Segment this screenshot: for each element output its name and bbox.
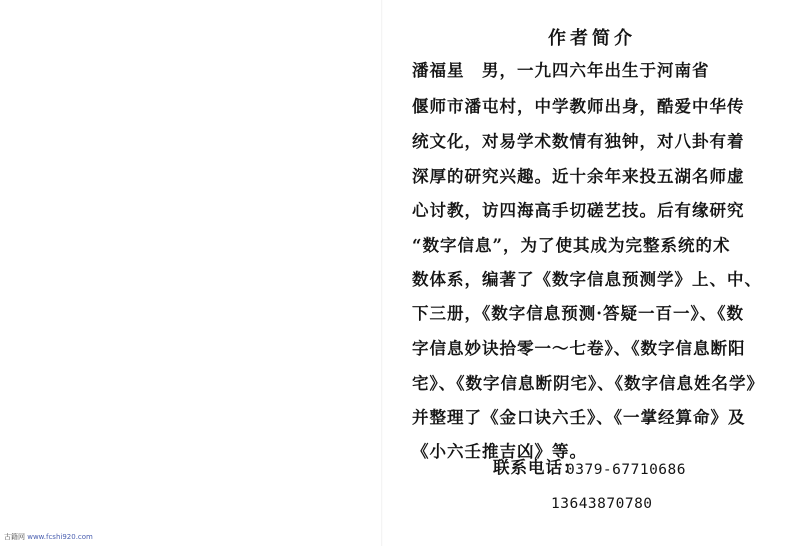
watermark-site-name: 古籍网: [4, 533, 25, 541]
site-watermark: [4, 533, 93, 542]
bio-line-2: 偃师市潘屯村，中学教师出身，酷爱中华传: [412, 97, 745, 116]
book-fold: [381, 0, 383, 546]
bio-line-7: 数体系，编著了《数字信息预测学》上、中、: [412, 270, 762, 289]
bio-line-1: 潘福星 男，一九四六年出生于河南省: [412, 61, 710, 80]
bio-line-11: 并整理了《金口诀六壬》、《一掌经算命》及: [412, 408, 746, 427]
bio-line-10: 宅》、《数字信息断阴宅》、《数字信息姓名学》: [412, 374, 764, 393]
bio-line-12: 《小六壬推吉凶》等。: [412, 442, 587, 461]
phone-number-landline: 0379-67710686: [566, 462, 686, 478]
page-title: 作者简介: [548, 28, 636, 49]
contact-label: 联系电话：: [493, 458, 581, 477]
bio-line-8: 下三册，《数字信息预测·答疑一百一》、《数: [412, 304, 744, 323]
bio-line-5: 心讨教，访四海高手切磋艺技。后有缘研究: [412, 201, 745, 220]
bio-line-9: 字信息妙诀拾零一～七卷》、《数字信息断阳: [412, 339, 746, 358]
bio-line-4: 深厚的研究兴趣。近十余年来投五湖名师虚: [412, 167, 745, 186]
watermark-url: www.fcshi920.com: [27, 533, 93, 541]
bio-line-6: “数字信息”，为了使其成为完整系统的术: [412, 236, 731, 255]
phone-number-mobile: 13643870780: [551, 496, 653, 512]
bio-line-3: 统文化，对易学术数情有独钟，对八卦有着: [412, 132, 745, 151]
